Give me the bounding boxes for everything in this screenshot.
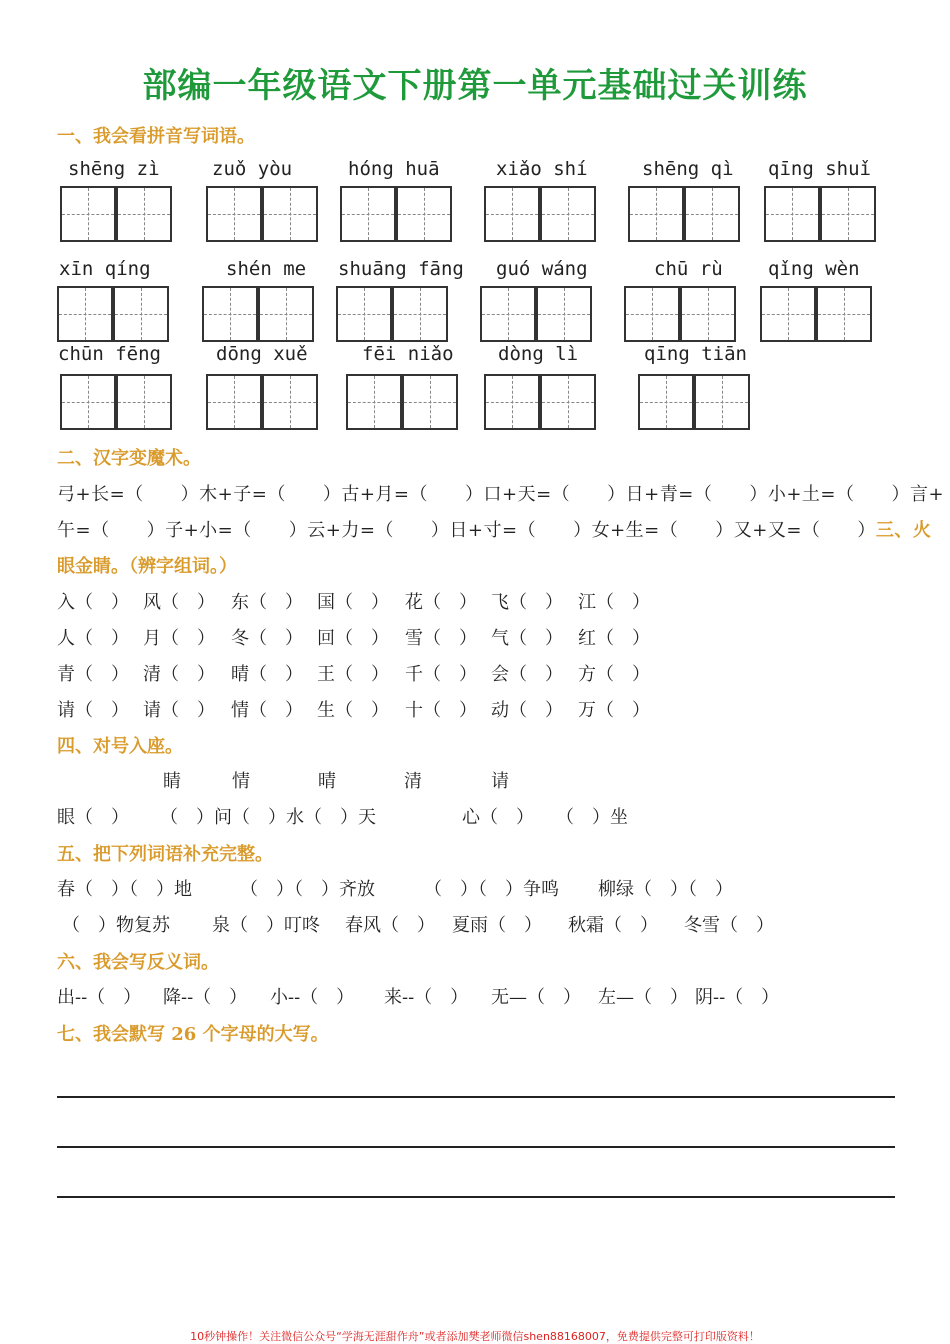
writing-box[interactable]	[113, 286, 169, 342]
writing-box[interactable]	[680, 286, 736, 342]
antonym-item: 出--（ ）	[57, 987, 142, 1008]
writing-box[interactable]	[760, 286, 816, 342]
writing-box[interactable]	[628, 186, 684, 242]
writing-box[interactable]	[346, 374, 402, 430]
writing-box[interactable]	[60, 374, 116, 430]
char-blank: 冬（ ）	[231, 628, 303, 649]
pinyin-label: chū rù	[654, 258, 723, 280]
writing-box[interactable]	[484, 374, 540, 430]
char-blank: 动（ ）	[491, 700, 563, 721]
section-3-heading: 眼金睛。（辨字组词。）	[57, 556, 237, 577]
section-7-heading: 七、我会默写 26 个字母的大写。	[57, 1024, 329, 1045]
pinyin-label: zuǒ yòu	[212, 158, 293, 180]
writing-box[interactable]	[402, 374, 458, 430]
choice-word: 晴	[318, 771, 336, 792]
pinyin-label: qǐng wèn	[768, 258, 860, 280]
pinyin-label: xīn qíng	[59, 258, 151, 280]
page-title: 部编一年级语文下册第一单元基础过关训练	[142, 66, 808, 106]
writing-box[interactable]	[638, 374, 694, 430]
writing-box[interactable]	[484, 186, 540, 242]
char-blank: 会（ ）	[491, 664, 563, 685]
writing-box[interactable]	[262, 374, 318, 430]
char-blank: 国（ ）	[317, 592, 389, 613]
char-blank: 东（ ）	[231, 592, 303, 613]
antonym-item: 无—（ ）	[491, 987, 581, 1008]
section-2-heading: 二、汉字变魔术。	[57, 448, 201, 469]
writing-box[interactable]	[60, 186, 116, 242]
idiom-item: （ ）（ ）齐放	[240, 879, 375, 900]
char-blank: 晴（ ）	[231, 664, 303, 685]
char-blank: 江（ ）	[578, 592, 650, 613]
char-blank: 气（ ）	[491, 628, 563, 649]
char-blank: 请（ ）	[143, 700, 215, 721]
section-5-heading: 五、把下列词语补充完整。	[57, 844, 273, 865]
char-blank: 王（ ）	[317, 664, 389, 685]
char-blank: 请（ ）	[57, 700, 129, 721]
pinyin-label: qīng tiān	[644, 343, 747, 365]
pinyin-label: qīng shuǐ	[768, 158, 871, 180]
blank-eye: 眼（ ）	[57, 807, 129, 828]
blank-sit: （ ）坐	[556, 807, 628, 828]
char-blank: 十（ ）	[405, 700, 477, 721]
writing-box[interactable]	[202, 286, 258, 342]
char-blank: 花（ ）	[405, 592, 477, 613]
writing-box[interactable]	[480, 286, 536, 342]
writing-box[interactable]	[820, 186, 876, 242]
pinyin-label: shén me	[226, 258, 307, 280]
char-blank: 方（ ）	[578, 664, 650, 685]
hanzi-magic-line-1: 弓+长=（ ）木+子=（ ）古+月=（ ）口+天=（ ）日+青=（ ）小+土=（ ）言+	[57, 484, 945, 505]
antonym-item: 降--（ ）	[163, 987, 248, 1008]
writing-line-3	[57, 1196, 895, 1198]
writing-box[interactable]	[694, 374, 750, 430]
writing-box[interactable]	[536, 286, 592, 342]
footer-note: 10秒钟操作！关注微信公众号“学海无涯甜作舟”或者添加樊老师微信shen88168007，免费提供完整可打印版资料！	[190, 1330, 760, 1343]
char-blank: 风（ ）	[143, 592, 215, 613]
char-blank: 飞（ ）	[491, 592, 563, 613]
idiom-item: 柳绿（ ）（ ）	[598, 879, 733, 900]
section-1-heading: 一、我会看拼音写词语。	[57, 126, 255, 147]
hanzi-magic-line-2-text: 午=（ ）子+小=（ ）云+力=（ ）日+寸=（ ）女+生=（ ）又+又=（ ）	[57, 520, 876, 541]
antonym-item: 阴--（ ）	[695, 987, 780, 1008]
hanzi-magic-line-2	[57, 516, 931, 542]
idiom-item: 春风（ ）	[345, 915, 435, 936]
char-blank: 月（ ）	[143, 628, 215, 649]
pinyin-label: hóng huā	[348, 158, 440, 180]
blank-ask-water-sky: （ ）问（ ）水（ ）天	[160, 807, 376, 828]
char-blank: 入（ ）	[57, 592, 129, 613]
pinyin-label: xiǎo shí	[496, 158, 588, 180]
writing-box[interactable]	[624, 286, 680, 342]
char-blank: 清（ ）	[143, 664, 215, 685]
writing-box[interactable]	[340, 186, 396, 242]
writing-box[interactable]	[57, 286, 113, 342]
pinyin-label: fēi niǎo	[362, 343, 454, 365]
char-blank: 情（ ）	[231, 700, 303, 721]
idiom-item: 夏雨（ ）	[452, 915, 542, 936]
pinyin-label: guó wáng	[496, 258, 588, 280]
pinyin-label: shēng zì	[68, 158, 160, 180]
choice-word: 请	[491, 771, 509, 792]
idiom-item: （ ）（ ）争鸣	[424, 879, 559, 900]
writing-box[interactable]	[392, 286, 448, 342]
writing-box[interactable]	[206, 374, 262, 430]
writing-box[interactable]	[116, 186, 172, 242]
writing-box[interactable]	[336, 286, 392, 342]
antonym-item: 左—（ ）	[598, 987, 688, 1008]
char-blank: 回（ ）	[317, 628, 389, 649]
blank-heart: 心（ ）	[462, 807, 534, 828]
section-6-heading: 六、我会写反义词。	[57, 952, 219, 973]
idiom-item: （ ）物复苏	[62, 915, 170, 936]
pinyin-label: shuāng fāng	[338, 258, 464, 280]
writing-box[interactable]	[540, 374, 596, 430]
idiom-item: 春（ ）（ ）地	[57, 879, 192, 900]
idiom-item: 冬雪（ ）	[684, 915, 774, 936]
pinyin-label: shēng qì	[642, 158, 734, 180]
writing-box[interactable]	[540, 186, 596, 242]
char-blank: 红（ ）	[578, 628, 650, 649]
antonym-item: 来--（ ）	[384, 987, 469, 1008]
char-blank: 万（ ）	[578, 700, 650, 721]
char-blank: 生（ ）	[317, 700, 389, 721]
writing-line-2	[57, 1146, 895, 1148]
char-blank: 千（ ）	[405, 664, 477, 685]
idiom-item: 秋霜（ ）	[568, 915, 658, 936]
pinyin-label: chūn fēng	[58, 343, 161, 365]
writing-box[interactable]	[206, 186, 262, 242]
antonym-item: 小--（ ）	[270, 987, 355, 1008]
char-blank: 雪（ ）	[405, 628, 477, 649]
writing-line-1	[57, 1096, 895, 1098]
pinyin-label: dòng lì	[498, 343, 579, 365]
choice-word: 情	[232, 771, 250, 792]
section-3-heading-start: 三、火	[875, 520, 932, 541]
idiom-item: 泉（ ）叮咚	[212, 915, 320, 936]
writing-box[interactable]	[262, 186, 318, 242]
writing-box[interactable]	[258, 286, 314, 342]
writing-box[interactable]	[816, 286, 872, 342]
section-4-heading: 四、对号入座。	[57, 736, 183, 757]
writing-box[interactable]	[396, 186, 452, 242]
writing-box[interactable]	[116, 374, 172, 430]
choice-word: 睛	[163, 771, 181, 792]
choice-word: 清	[404, 771, 422, 792]
writing-box[interactable]	[684, 186, 740, 242]
writing-box[interactable]	[764, 186, 820, 242]
char-blank: 青（ ）	[57, 664, 129, 685]
char-blank: 人（ ）	[57, 628, 129, 649]
pinyin-label: dōng xuě	[216, 343, 308, 365]
